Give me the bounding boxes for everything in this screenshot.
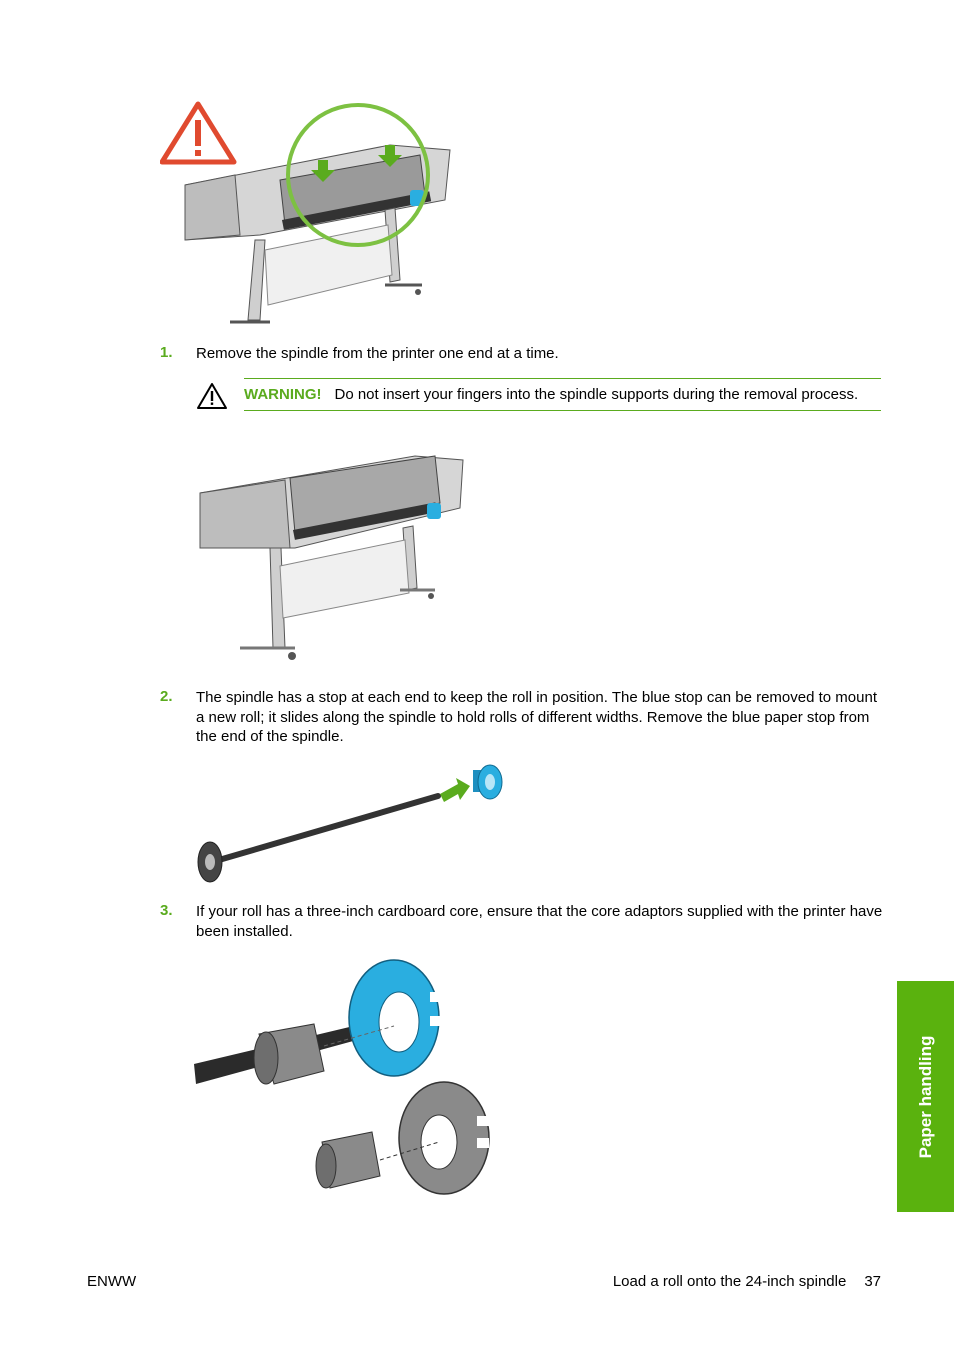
figure-core-adaptors <box>194 956 494 1196</box>
spindle-illustration <box>198 796 438 882</box>
warning-text: Do not insert your fingers into the spindle supports during the removal process. <box>334 386 859 403</box>
blue-stop-illustration <box>473 765 502 799</box>
grey-adaptor-illustration <box>399 1082 489 1194</box>
warning-triangle-icon <box>162 104 234 162</box>
hub-illustration <box>254 1024 324 1084</box>
figure-printer-warning <box>160 100 460 325</box>
section-side-tab <box>897 981 954 1212</box>
blue-adaptor-illustration <box>349 960 442 1076</box>
warning-box <box>244 378 881 411</box>
step-text: Remove the spindle from the printer one end at a time. <box>196 345 559 362</box>
footer-section-title: Load a roll onto the 24-inch spindle <box>612 1273 847 1290</box>
warning-triangle-icon <box>196 382 228 410</box>
step-text: If your roll has a three-inch cardboard core, ensure that the core adaptors supplied with the printer have been installed. <box>196 903 883 940</box>
step-text: The spindle has a stop at each end to keep the roll in position. The blue stop can be removed to mount a new roll; it slides along the spindle to hold rolls of different widths. Remove the blue paper stop from the end of the spindle. <box>196 689 877 745</box>
footer-right <box>613 1273 881 1290</box>
step-number: 1. <box>160 344 173 361</box>
warning-label: WARNING! <box>244 386 322 403</box>
loose-hub-illustration <box>316 1132 380 1188</box>
figure-spindle <box>190 758 510 886</box>
footer-left: ENWW <box>87 1273 137 1290</box>
step-number: 2. <box>160 688 173 705</box>
footer-page-number: 37 <box>864 1273 881 1290</box>
step-number: 3. <box>160 902 173 919</box>
arrow-icon <box>440 778 470 802</box>
side-tab-label: Paper handling <box>915 1035 935 1158</box>
printer-illustration <box>200 456 463 660</box>
figure-printer <box>195 448 470 666</box>
